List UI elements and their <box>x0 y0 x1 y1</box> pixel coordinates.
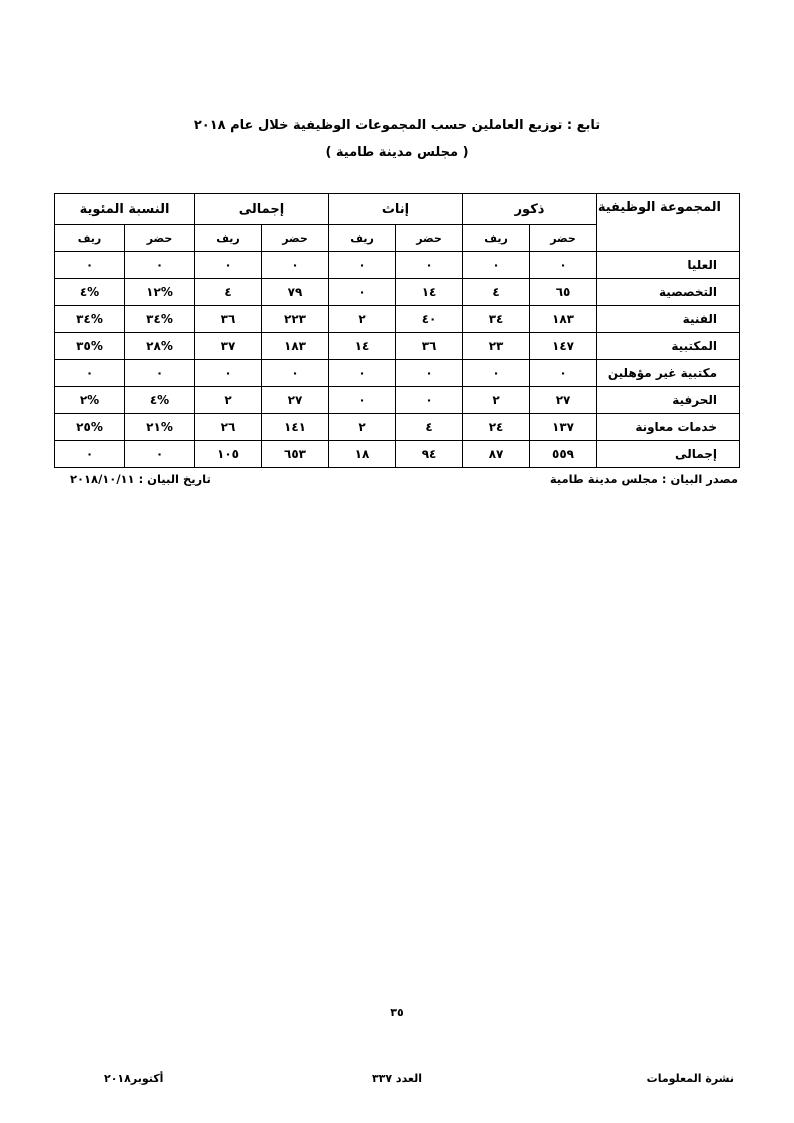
group-header-females: إناث <box>329 194 463 225</box>
cell: ٢٧ <box>530 387 597 414</box>
cell: ٤ <box>396 414 463 441</box>
table-row-total <box>55 441 740 468</box>
table-group-header-row <box>55 194 740 225</box>
group-header-total: إجمالى <box>195 194 329 225</box>
cell: ٣٤ <box>463 306 530 333</box>
cell: ٠ <box>125 252 195 279</box>
sub-header-urban: حضر <box>262 225 329 252</box>
cell: ٠ <box>55 252 125 279</box>
cell: ٩٤ <box>396 441 463 468</box>
table-row <box>55 252 740 279</box>
cell: ٢٢٣ <box>262 306 329 333</box>
row-label: الحرفية <box>597 387 740 414</box>
cell: ٢٦ <box>195 414 262 441</box>
table-row <box>55 306 740 333</box>
sub-header-rural: ريف <box>55 225 125 252</box>
cell: ٣٦ <box>396 333 463 360</box>
cell: %٤ <box>55 279 125 306</box>
cell: ١٨ <box>329 441 396 468</box>
cell: ٢ <box>463 387 530 414</box>
cell: ٠ <box>55 360 125 387</box>
cell: ٠ <box>463 360 530 387</box>
issue-month: أكتوبر٢٠١٨ <box>104 1072 164 1085</box>
cell: ١٤٧ <box>530 333 597 360</box>
table-row <box>55 387 740 414</box>
table-row <box>55 333 740 360</box>
cell: %٢٨ <box>125 333 195 360</box>
data-source: مصدر البيان : مجلس مدينة طامية <box>549 472 738 486</box>
sub-header-rural: ريف <box>329 225 396 252</box>
cell: ١٣٧ <box>530 414 597 441</box>
cell: ٢٤ <box>463 414 530 441</box>
cell: ٤ <box>463 279 530 306</box>
sub-header-urban: حضر <box>125 225 195 252</box>
cell: ٢٣ <box>463 333 530 360</box>
issue-number: العدد ٣٣٧ <box>371 1072 423 1085</box>
sub-header-urban: حضر <box>396 225 463 252</box>
group-header-males: ذكور <box>463 194 597 225</box>
sub-header-rural: ريف <box>195 225 262 252</box>
cell: ٠ <box>195 252 262 279</box>
cell: ٢ <box>195 387 262 414</box>
row-label: العليا <box>597 252 740 279</box>
cell: ٠ <box>530 252 597 279</box>
cell: ٠ <box>329 279 396 306</box>
cell: ٠ <box>396 252 463 279</box>
sub-header-urban: حضر <box>530 225 597 252</box>
group-header-percent: النسبة المئوية <box>55 194 195 225</box>
cell: ٤٠ <box>396 306 463 333</box>
publication-name: نشرة المعلومات <box>646 1072 734 1085</box>
cell: %١٢ <box>125 279 195 306</box>
cell: ٥٥٩ <box>530 441 597 468</box>
cell: ٣٧ <box>195 333 262 360</box>
table-row <box>55 414 740 441</box>
cell: %٢٥ <box>55 414 125 441</box>
cell: ١٤ <box>329 333 396 360</box>
cell: ٦٥٣ <box>262 441 329 468</box>
cell: ٠ <box>125 441 195 468</box>
cell: ٠ <box>530 360 597 387</box>
cell: ١٤١ <box>262 414 329 441</box>
table-row <box>55 279 740 306</box>
cell: ٠ <box>329 360 396 387</box>
cell: ٠ <box>329 252 396 279</box>
cell: ٠ <box>463 252 530 279</box>
sub-header-rural: ريف <box>463 225 530 252</box>
cell: ٣٦ <box>195 306 262 333</box>
cell: ٧٩ <box>262 279 329 306</box>
cell: %٣٥ <box>55 333 125 360</box>
cell: ٠ <box>262 360 329 387</box>
cell: ١٨٣ <box>262 333 329 360</box>
cell: ٢ <box>329 414 396 441</box>
cell: ١٨٣ <box>530 306 597 333</box>
cell: %٣٤ <box>55 306 125 333</box>
cell: ٨٧ <box>463 441 530 468</box>
cell: ٠ <box>396 387 463 414</box>
row-label: مكتبية غير مؤهلين <box>597 360 740 387</box>
cell: %٤ <box>125 387 195 414</box>
page-subtitle: ( مجلس مدينة طامية ) <box>325 145 469 160</box>
cell: ١٤ <box>396 279 463 306</box>
row-label: التخصصية <box>597 279 740 306</box>
employees-table <box>54 193 740 468</box>
data-date: تاريخ البيان : ٢٠١٨/١٠/١١ <box>70 472 211 486</box>
cell: %٢ <box>55 387 125 414</box>
row-label: الفنية <box>597 306 740 333</box>
cell: %٢١ <box>125 414 195 441</box>
cell: ٢ <box>329 306 396 333</box>
row-label: إجمالى <box>597 441 740 468</box>
corner-header: المجموعة الوظيفية <box>597 194 740 252</box>
row-label: خدمات معاونة <box>597 414 740 441</box>
cell: ٦٥ <box>530 279 597 306</box>
page-number: ٣٥ <box>390 1006 404 1019</box>
cell: ٢٧ <box>262 387 329 414</box>
row-label: المكتبية <box>597 333 740 360</box>
cell: ٠ <box>329 387 396 414</box>
cell: ٠ <box>195 360 262 387</box>
cell: %٣٤ <box>125 306 195 333</box>
page-title: تابع : توزيع العاملين حسب المجموعات الوظيفية خلال عام ٢٠١٨ <box>193 118 601 133</box>
cell: ٠ <box>396 360 463 387</box>
cell: ٤ <box>195 279 262 306</box>
cell: ٠ <box>55 441 125 468</box>
table-row <box>55 360 740 387</box>
cell: ٠ <box>125 360 195 387</box>
cell: ١٠٥ <box>195 441 262 468</box>
cell: ٠ <box>262 252 329 279</box>
